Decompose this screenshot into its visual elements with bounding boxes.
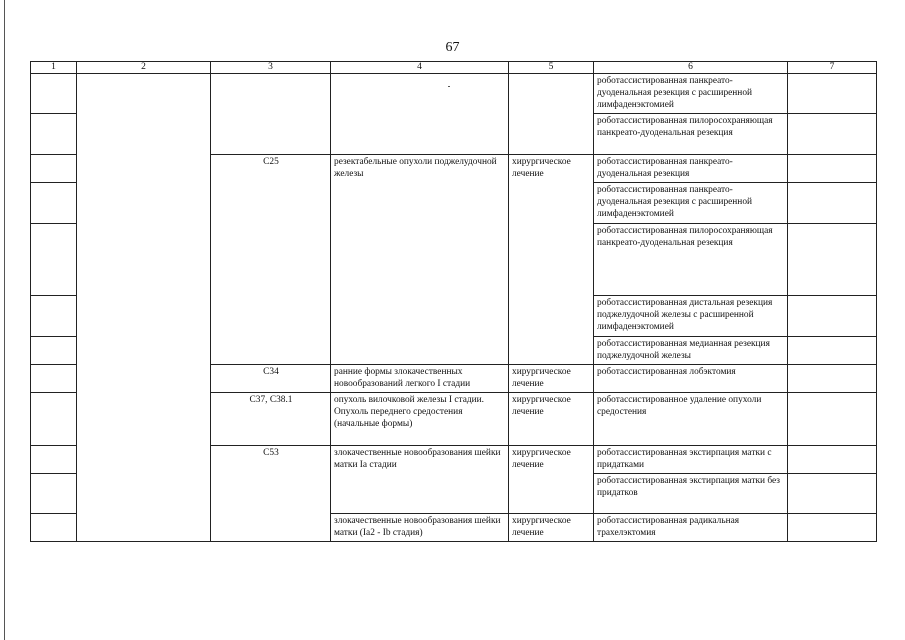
diagnosis-cell [331,74,509,155]
col1-cell [31,337,77,365]
col7-cell [788,337,877,365]
procedure-cell: роботассистированная дистальная резекция поджелудочной железы с расширенной лимфаденэктомией [594,296,788,337]
col7-cell [788,514,877,542]
col7-cell [788,474,877,514]
treatment-type-cell: хирургическое лечение [509,155,594,365]
header-col-6: 6 [594,62,788,74]
header-col-2: 2 [77,62,211,74]
diagnosis-line: Опухоль переднего средостения (начальные формы) [334,407,463,430]
header-col-4: 4 [331,62,509,74]
diagnosis-cell: злокачественные новообразования шейки матки Ia стадии [331,446,509,514]
col1-cell [31,74,77,114]
code-cell [211,74,331,155]
col1-cell [31,155,77,183]
col7-cell [788,446,877,474]
header-col-1: 1 [31,62,77,74]
diagnosis-cell: ранние формы злокачественных новообразований легкого I стадии [331,365,509,393]
table-row [31,74,877,114]
code-cell: C53 [211,446,331,542]
col1-cell [31,474,77,514]
col7-cell [788,155,877,183]
col2-cell-merged [77,74,211,542]
procedure-cell: роботассистированная панкреато-дуоденальная резекция с расширенной лимфаденэктомией [594,183,788,224]
header-col-3: 3 [211,62,331,74]
col7-cell [788,183,877,224]
diagnosis-line: опухоль вилочковой железы I стадии. [334,395,485,405]
code-cell: C34 [211,365,331,393]
treatment-type-cell: хирургическое лечение [509,393,594,446]
procedure-cell: роботассистированное удаление опухоли средостения [594,393,788,446]
treatment-type-cell: хирургическое лечение [509,365,594,393]
header-col-7: 7 [788,62,877,74]
procedure-cell: роботассистированная панкреато-дуоденальная резекция с расширенной лимфаденэктомией [594,74,788,114]
procedure-cell: роботассистированная пилоросохраняющая панкреато-дуоденальная резекция [594,114,788,155]
header-row [31,62,877,74]
col1-cell [31,514,77,542]
col1-cell [31,114,77,155]
header-col-5: 5 [509,62,594,74]
procedure-cell: роботассистированная панкреато-дуоденальная резекция [594,155,788,183]
page-number: 67 [445,40,460,55]
col7-cell [788,296,877,337]
col7-cell [788,365,877,393]
col7-cell [788,114,877,155]
treatment-type-cell [509,74,594,155]
col7-cell [788,74,877,114]
procedures-table [30,61,877,542]
procedure-cell: роботассистированная экстирпация матки без придатков [594,474,788,514]
treatment-type-cell: хирургическое лечение [509,514,594,542]
page-left-edge [4,0,5,640]
diagnosis-cell [331,393,509,446]
procedure-cell: роботассистированная экстирпация матки с придатками [594,446,788,474]
col1-cell [31,365,77,393]
col1-cell [31,446,77,474]
col7-cell [788,393,877,446]
procedure-cell: роботассистированная лобэктомия [594,365,788,393]
col7-cell [788,224,877,296]
code-cell: C25 [211,155,331,365]
procedure-cell: роботассистированная пилоросохраняющая панкреато-дуоденальная резекция [594,224,788,296]
col1-cell [31,296,77,337]
diagnosis-cell: резектабельные опухоли поджелудочной железы [331,155,509,365]
treatment-type-cell: хирургическое лечение [509,446,594,514]
diagnosis-cell: злокачественные новообразования шейки матки (Ia2 - Ib стадия) [331,514,509,542]
procedure-cell: роботассистированная радикальная трахелэктомия [594,514,788,542]
code-cell: C37, C38.1 [211,393,331,446]
col1-cell [31,224,77,296]
col1-cell [31,393,77,446]
procedure-cell: роботассистированная медианная резекция поджелудочной железы [594,337,788,365]
col1-cell [31,183,77,224]
